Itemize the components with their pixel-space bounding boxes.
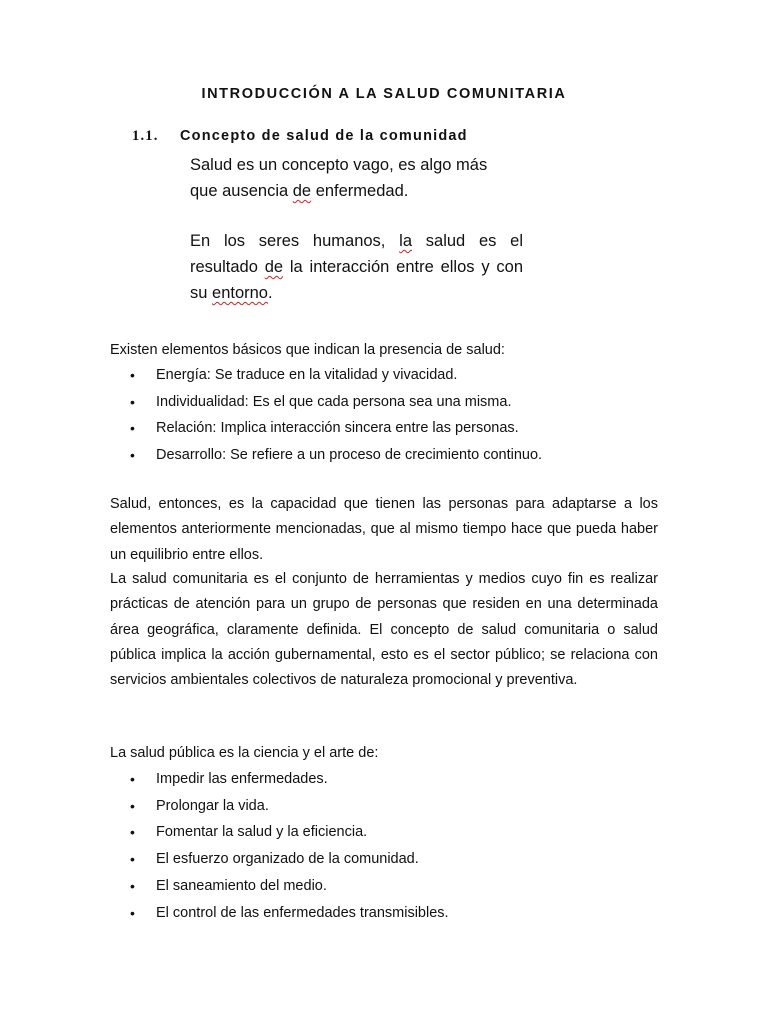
spellcheck-underline: de [292, 182, 312, 200]
bullet-icon: • [130, 797, 135, 814]
elements-intro: Existen elementos básicos que indican la presencia de salud: [110, 342, 505, 358]
bullet-icon: • [130, 904, 135, 921]
section-heading [132, 128, 468, 145]
document-title: INTRODUCCIÓN A LA SALUD COMUNITARIA [201, 86, 567, 102]
bullet-icon: • [130, 851, 135, 868]
bullet-icon: • [130, 824, 135, 841]
quote2-part4: . [267, 284, 273, 302]
list-item [128, 793, 449, 820]
quote2-part1: En los seres humanos, [190, 232, 400, 250]
list-item [128, 389, 542, 416]
public-health-list [128, 766, 449, 926]
bullet-icon: • [130, 877, 135, 894]
definition-quote-2 [190, 228, 523, 306]
paragraph-salud: Salud, entonces, es la capacidad que tienen las personas para adaptarse a los elementos anteriormente mencionadas, que al mismo tiempo hace que pueda haber un equilibrio entre ellos. [110, 496, 658, 563]
quote2-part3: la interacción entre ellos y con su [190, 258, 523, 302]
paragraph-salud-comunitaria: La salud comunitaria es el conjunto de herramientas y medios cuyo fin es realizar prácticas de atención para un grupo de personas que residen en una determinada área geográfica, claramente definida. El concepto de salud comunitaria o salud pública implica la acción gubernamental, esto es el sector público; se relaciona con servicios ambientales colectivos de naturaleza promocional y preventiva. [110, 571, 658, 689]
list-item-text: El control de las enfermedades transmisibles. [156, 904, 449, 921]
list-item-text: Energía: Se traduce en la vitalidad y vivacidad. [156, 367, 458, 383]
section-number: 1.1. [132, 128, 159, 144]
definition-quote-1 [190, 152, 523, 204]
list-item-text: Desarrollo: Se refiere a un proceso de crecimiento continuo. [156, 447, 543, 464]
list-item-text: Individualidad: Es el que cada persona sea una misma. [156, 393, 512, 410]
spellcheck-underline: de [264, 258, 284, 276]
list-item [128, 873, 449, 900]
bullet-icon: • [130, 771, 135, 787]
list-item-text: El esfuerzo organizado de la comunidad. [156, 851, 419, 868]
bullet-icon: • [130, 420, 135, 437]
list-item [128, 362, 542, 389]
list-item [128, 766, 449, 793]
public-health-intro: La salud pública es la ciencia y el arte de: [110, 745, 379, 761]
section-heading-text: Concepto de salud de la comunidad [180, 128, 468, 144]
bullet-icon: • [130, 447, 135, 464]
list-item [128, 900, 449, 927]
bullet-icon: • [130, 393, 135, 410]
list-item-text: Impedir las enfermedades. [156, 771, 328, 787]
list-item-text: El saneamiento del medio. [156, 877, 327, 894]
quote2-part2: salud es el resultado [190, 232, 524, 276]
list-item [128, 819, 449, 846]
quote1-line1: Salud es un concepto vago, es algo más [190, 156, 488, 174]
list-item [128, 846, 449, 873]
spellcheck-underline: entorno [212, 284, 268, 302]
list-item [128, 415, 542, 442]
list-item-text: Prolongar la vida. [156, 797, 269, 814]
basic-elements-list [128, 362, 542, 469]
list-item-text: Fomentar la salud y la eficiencia. [156, 824, 368, 841]
list-item-text: Relación: Implica interacción sincera entre las personas. [156, 420, 519, 437]
quote1-line2-pre: que ausencia [190, 182, 293, 200]
quote1-line2-post: enfermedad. [311, 182, 409, 200]
bullet-icon: • [130, 367, 135, 383]
list-item [128, 442, 542, 469]
spellcheck-underline: la [399, 232, 412, 250]
